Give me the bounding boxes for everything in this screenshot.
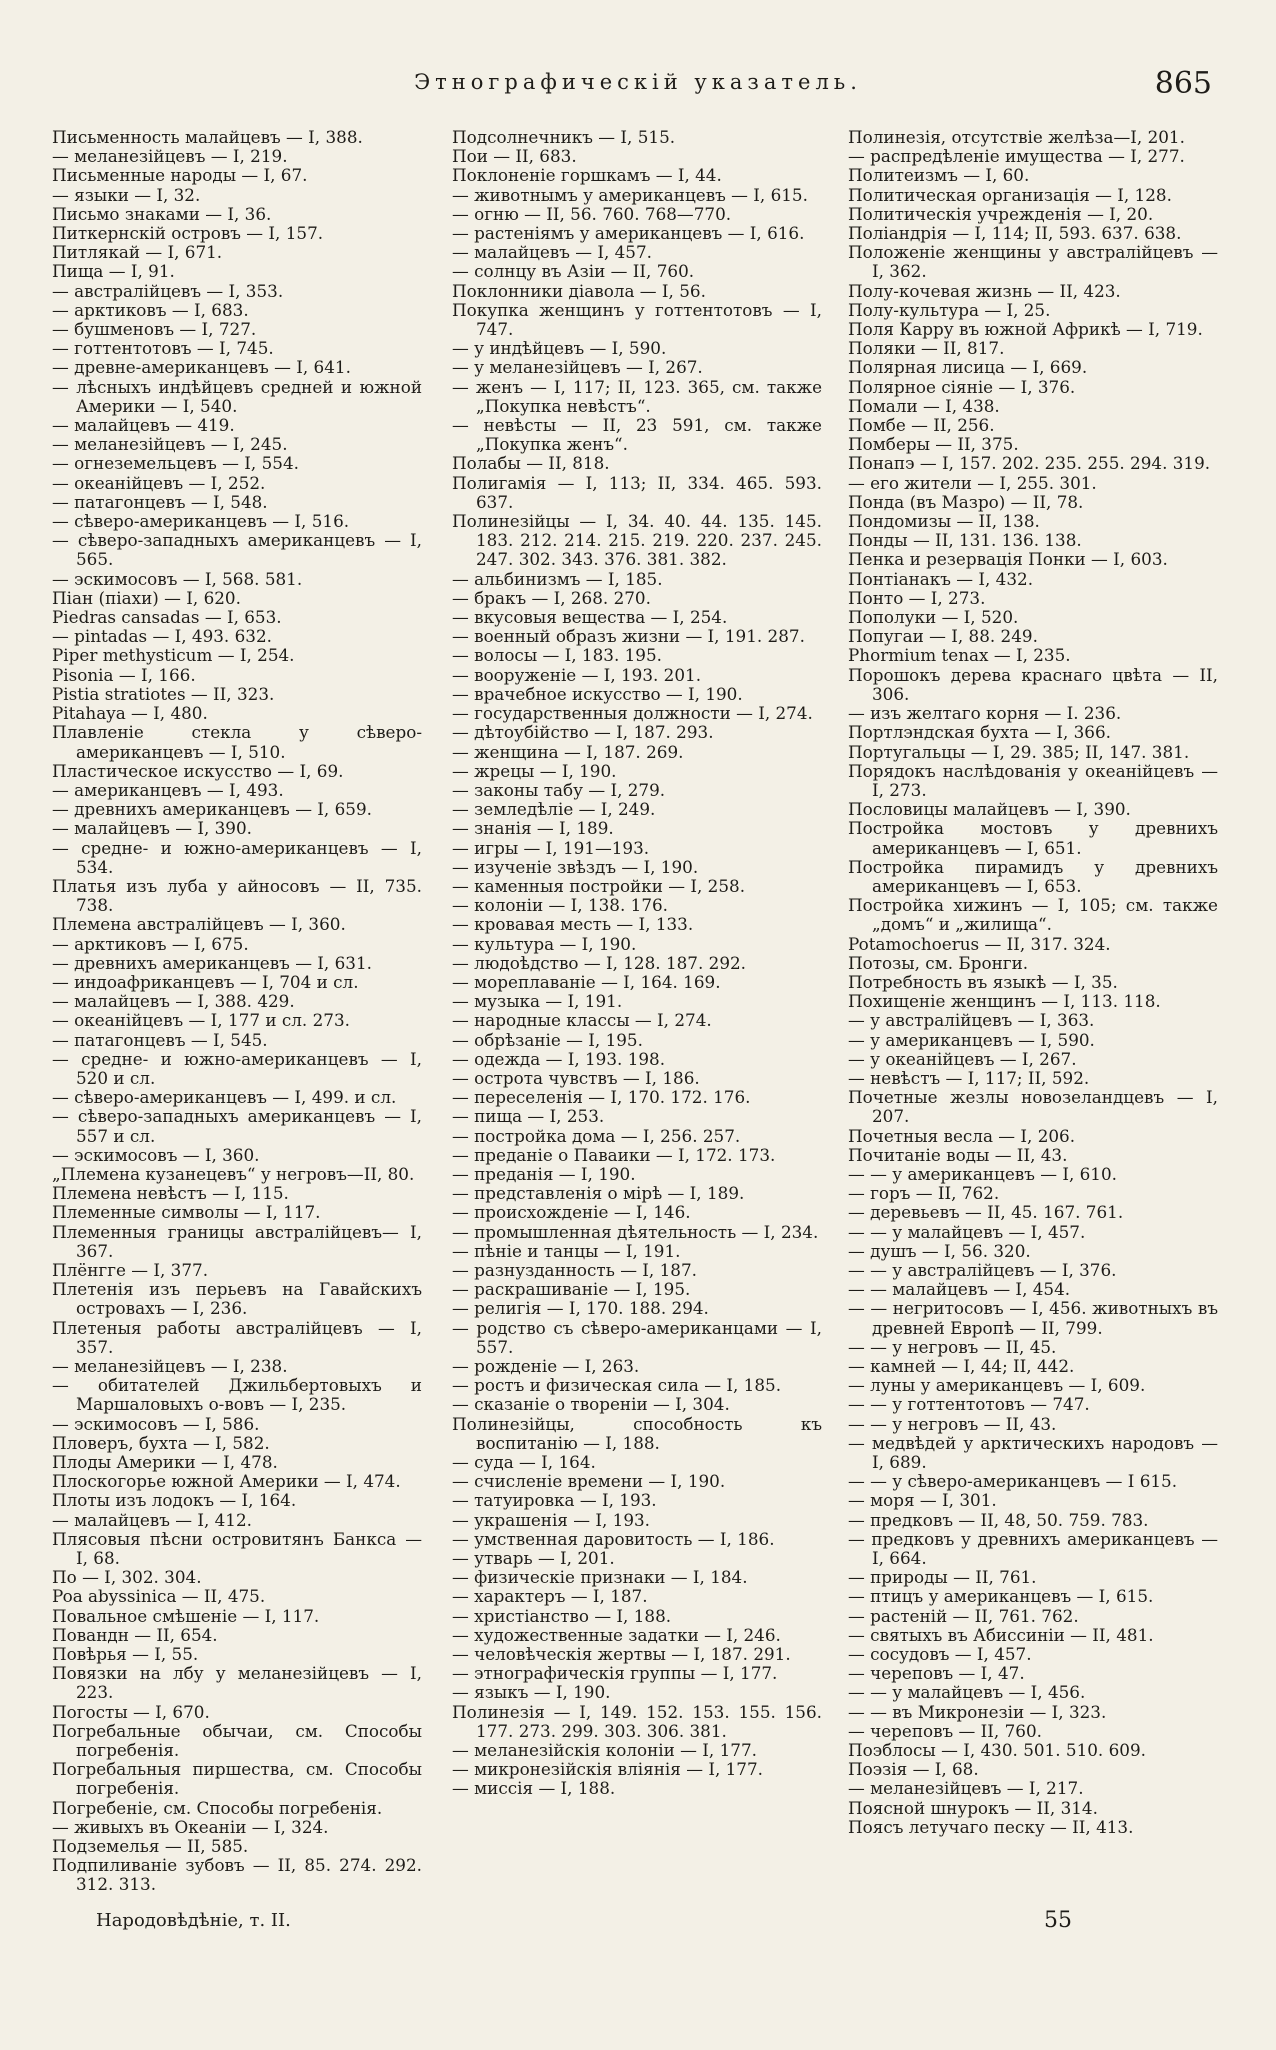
index-entry: — деревьевъ — II, 45. 167. 761. — [848, 1202, 1124, 1223]
index-entry: Пондомизы — II, 138. — [848, 511, 1040, 532]
index-entry: Пластическое искусство — I, 69. — [52, 760, 344, 781]
index-entry: — переселенія — I, 170. 172. 176. — [452, 1087, 751, 1108]
index-entry: Pitahaya — I, 480. — [52, 703, 208, 724]
index-entry: — меланезійцевъ — I, 219. — [52, 146, 288, 167]
index-entry: Плавленіе стекла у сѣверо-американцевъ — I, 510. — [52, 722, 422, 762]
index-entry: Подземелья — II, 585. — [52, 1836, 249, 1857]
index-entry: Покупка женщинъ у готтентотовъ — I, 747. — [452, 299, 822, 340]
index-entry: Португальцы — I, 29. 385; II, 147. 381. — [848, 741, 1190, 762]
index-entry: — солнцу въ Азіи — II, 760. — [452, 261, 695, 282]
index-entry: — человѣческія жертвы — I, 187. 291. — [452, 1644, 791, 1665]
index-entry: Піан (піахи) — I, 620. — [52, 587, 241, 608]
index-entry: Потозы, см. Бронги. — [848, 952, 1029, 973]
index-entry: — индоафриканцевъ — I, 704 и сл. — [52, 971, 359, 992]
index-entry: — — негритосовъ — I, 456. животныхъ въ древней Европѣ — II, 799. — [848, 1298, 1218, 1338]
index-entry: Подпиливаніе зубовъ — II, 85. 274. 292. 312. 313. — [52, 1855, 422, 1895]
index-entry: Плоты изъ лодокъ — I, 164. — [52, 1490, 297, 1511]
index-entry: — музыка — I, 191. — [452, 991, 623, 1012]
index-entry: Phormium tenax — I, 235. — [848, 645, 1071, 666]
index-entry: — растеніямъ у американцевъ — I, 616. — [452, 223, 805, 244]
index-entry: Постройка хижинъ — I, 105; см. также „домъ“ и „жилища“. — [848, 895, 1218, 935]
index-entry: Pisonia — I, 166. — [52, 664, 196, 685]
index-entry: Повязки на лбу у меланезійцевъ — I, 223. — [52, 1663, 422, 1703]
index-entry: — лѣсныхъ индѣйцевъ средней и южной Америки — I, 540. — [52, 376, 422, 416]
index-entry: Повѣрья — I, 55. — [52, 1644, 199, 1665]
index-entry: — эскимосовъ — I, 568. 581. — [52, 568, 303, 589]
index-entry: — законы табу — I, 279. — [452, 779, 666, 800]
index-entry: — у американцевъ — I, 590. — [848, 1029, 1095, 1050]
index-entry: Полигамія — I, 113; II, 334. 465. 593. 637. — [452, 472, 822, 512]
index-entry: — у австралійцевъ — I, 363. — [848, 1010, 1095, 1031]
index-entry: — представленія о мірѣ — I, 189. — [452, 1183, 745, 1204]
index-entry: Плетеныя работы австралійцевъ — I, 357. — [52, 1317, 422, 1357]
index-entry: — дѣтоубійство — I, 187. 293. — [452, 722, 714, 743]
index-entry: — моря — I, 301. — [848, 1490, 997, 1511]
index-entry: Понто — I, 273. — [848, 587, 986, 608]
index-entry: — умственная даровитость — I, 186. — [452, 1528, 775, 1549]
index-entry: — народные классы — I, 274. — [452, 1010, 712, 1031]
index-entry: Племена австралійцевъ — I, 360. — [52, 914, 346, 935]
index-entry: Полярная лисица — I, 669. — [848, 357, 1088, 378]
index-entry: — — малайцевъ — I, 454. — [848, 1279, 1071, 1300]
index-entry: Пловеръ, бухта — I, 582. — [52, 1432, 270, 1453]
index-entry: — — у малайцевъ — I, 456. — [848, 1682, 1086, 1703]
index-entry: Погребеніе, см. Способы погребенія. — [52, 1797, 383, 1818]
index-entry: — череповъ — I, 47. — [848, 1663, 1025, 1684]
index-entry: — его жители — I, 255. 301. — [848, 472, 1097, 493]
index-entry: Поклонники діавола — I, 56. — [452, 280, 706, 301]
index-entry: — средне- и южно-американцевъ — I, 520 и сл. — [52, 1048, 422, 1088]
index-entry: — распредѣленіе имущества — I, 277. — [848, 146, 1185, 167]
index-entry: Почетные жезлы новозеландцевъ — I, 207. — [848, 1087, 1218, 1127]
index-entry: Пища — I, 91. — [52, 261, 175, 282]
index-entry: — патагонцевъ — I, 545. — [52, 1029, 268, 1050]
index-entry: Портлэндская бухта — I, 366. — [848, 722, 1111, 743]
index-entry: Племена невѣстъ — I, 115. — [52, 1183, 289, 1204]
index-entry: Плясовыя пѣсни островитянъ Банкса — I, 68. — [52, 1528, 422, 1569]
index-entry: — миссія — I, 188. — [452, 1778, 616, 1799]
index-entry: Piper methysticum — I, 254. — [52, 645, 295, 666]
index-entry: Полинезійцы, способность къ воспитанію — I, 188. — [452, 1413, 822, 1453]
running-head — [0, 66, 1276, 106]
index-entry: — патагонцевъ — I, 548. — [52, 491, 268, 512]
index-entry: — океанійцевъ — I, 177 и сл. 273. — [52, 1010, 350, 1031]
index-entry: Помбе — II, 256. — [848, 415, 995, 436]
index-entry: — готтентотовъ — I, 745. — [52, 338, 274, 359]
index-entry: Piedras cansadas — I, 653. — [52, 607, 282, 628]
index-entry: Погребальные обычаи, см. Способы погребенія. — [52, 1720, 422, 1761]
index-entry: Письмо знаками — I, 36. — [52, 203, 272, 224]
index-entry: Плетенія изъ перьевъ на Гавайскихъ островахъ — I, 236. — [52, 1279, 422, 1319]
index-entry: Полинезійцы — I, 34. 40. 44. 135. 145. 183. 212. 214. 215. 219. 220. 237. 245. 247. 302. 343. 376. 381. 382. — [452, 511, 822, 570]
index-entry: Поясъ летучаго песку — II, 413. — [848, 1816, 1134, 1837]
index-entry: — языки — I, 32. — [52, 184, 201, 205]
index-entry: — женъ — I, 117; II, 123. 365, см. также „Покупка невѣстъ“. — [452, 376, 822, 416]
index-entry: — культура — I, 190. — [452, 933, 637, 954]
index-entry: — арктиковъ — I, 675. — [52, 933, 249, 954]
index-entry: Понтіанакъ — I, 432. — [848, 568, 1034, 589]
index-entry: — у меланезійцевъ — I, 267. — [452, 357, 703, 378]
index-entry: — сѣверо-западныхъ американцевъ — I, 565. — [52, 530, 422, 570]
index-entry: — сказаніе о твореніи — I, 304. — [452, 1394, 730, 1415]
index-entry: — разнузданность — I, 187. — [452, 1259, 697, 1280]
index-entry: Poa abyssinica — II, 475. — [52, 1586, 266, 1607]
index-entry: — христіанство — I, 188. — [452, 1605, 672, 1626]
index-entry: Полинезія, отсутствіе желѣза—I, 201. — [848, 127, 1185, 147]
index-entry: Плоды Америки — I, 478. — [52, 1452, 278, 1473]
index-entry: — бракъ — I, 268. 270. — [452, 587, 651, 608]
index-entry: Постройка мостовъ у древнихъ американцевъ — I, 651. — [848, 818, 1218, 858]
index-entry: Политическія учрежденія — I, 20. — [848, 203, 1154, 224]
index-entry: Попугаи — I, 88. 249. — [848, 626, 1038, 647]
index-entry: Понды — II, 131. 136. 138. — [848, 530, 1082, 551]
index-entry: — рожденіе — I, 263. — [452, 1356, 640, 1376]
index-entry: Почетныя весла — I, 206. — [848, 1125, 1076, 1146]
index-entry: — предковъ у древнихъ американцевъ — I, 664. — [848, 1528, 1218, 1569]
index-entry: Полу-культура — I, 25. — [848, 299, 1051, 320]
index-entry: Пополуки — I, 520. — [848, 607, 1019, 628]
index-entry: — невѣстъ — I, 117; II, 592. — [848, 1067, 1090, 1088]
index-entry: — — у малайцевъ — I, 457. — [848, 1221, 1086, 1242]
index-entry: Подсолнечникъ — I, 515. — [452, 127, 676, 147]
index-entry: Политическая организація — I, 128. — [848, 184, 1172, 205]
index-entry: — природы — II, 761. — [848, 1567, 1037, 1588]
index-entry: „Племена кузанецевъ“ у негровъ—II, 80. — [52, 1163, 415, 1184]
index-entry: Понапэ — I, 157. 202. 235. 255. 294. 319. — [848, 453, 1211, 474]
index-entry: — этнографическія группы — I, 177. — [452, 1663, 778, 1684]
index-entry: Потребность въ языкѣ — I, 35. — [848, 971, 1118, 992]
index-entry: — характеръ — I, 187. — [452, 1586, 648, 1607]
index-entry: Погребальныя пиршества, см. Способы погребенія. — [52, 1759, 422, 1799]
index-entry: — религія — I, 170. 188. 294. — [452, 1298, 709, 1319]
index-entry: — мореплаваніе — I, 164. 169. — [452, 971, 721, 992]
index-entry: Платья изъ луба у айносовъ — II, 735. 738. — [52, 875, 422, 916]
index-entry: — невѣсты — II, 23 591, см. также „Покупка женъ“. — [452, 415, 822, 455]
index-entry: Повандн — II, 654. — [52, 1624, 218, 1645]
index-entry: Политеизмъ — I, 60. — [848, 165, 1030, 186]
index-entry: — жрецы — I, 190. — [452, 760, 617, 781]
index-entry: — военный образъ жизни — I, 191. 287. — [452, 626, 805, 647]
index-entry: — животнымъ у американцевъ — I, 615. — [452, 184, 808, 205]
index-entry: — эскимосовъ — I, 586. — [52, 1413, 260, 1434]
index-entry: — изъ желтаго корня — I. 236. — [848, 703, 1122, 724]
index-entry: — океанійцевъ — I, 252. — [52, 472, 266, 493]
index-entry: Почитаніе воды — II, 43. — [848, 1144, 1068, 1165]
index-entry: — медвѣдей у арктическихъ народовъ — I, 689. — [848, 1432, 1218, 1473]
index-entry: — малайцевъ — I, 412. — [52, 1509, 252, 1530]
index-entry: Погосты — I, 670. — [52, 1701, 210, 1722]
index-entry: — физическіе признаки — I, 184. — [452, 1567, 748, 1588]
index-entry: Порошокъ дерева краснаго цвѣта — II, 306. — [848, 664, 1218, 704]
index-entry: Плоскогорье южной Америки — I, 474. — [52, 1471, 401, 1492]
index-entry: Положеніе женщины у австралійцевъ — I, 362. — [848, 242, 1218, 282]
index-entry: Полу-кочевая жизнь — II, 423. — [848, 280, 1121, 301]
index-entry: — художественные задатки — I, 246. — [452, 1624, 781, 1645]
index-entry: Племенныя границы австралійцевъ— I, 367. — [52, 1221, 422, 1261]
index-entry: Поліандрія — I, 114; II, 593. 637. 638. — [848, 223, 1182, 244]
index-entry: — меланезійцевъ — I, 245. — [52, 434, 288, 455]
index-entry: Potamochoerus — II, 317. 324. — [848, 933, 1111, 954]
index-entry: Понда (въ Мазро) — II, 78. — [848, 491, 1084, 512]
index-entry: Плёнгге — I, 377. — [52, 1259, 209, 1280]
index-entry: — череповъ — II, 760. — [848, 1720, 1042, 1741]
index-entry: — меланезійскія колоніи — I, 177. — [452, 1740, 757, 1761]
index-entry: — огню — II, 56. 760. 768—770. — [452, 203, 732, 224]
index-entry: — изученіе звѣздъ — I, 190. — [452, 856, 699, 877]
index-entry: — — у сѣверо-американцевъ — I 615. — [848, 1471, 1178, 1492]
index-entry: — растеній — II, 761. 762. — [848, 1605, 1079, 1626]
index-entry: — малайцевъ — I, 388. 429. — [52, 991, 295, 1012]
index-entry: — американцевъ — I, 493. — [52, 779, 284, 800]
index-entry: — средне- и южно-американцевъ — I, 534. — [52, 837, 422, 877]
index-entry: — древне-американцевъ — I, 641. — [52, 357, 351, 378]
index-entry: — — въ Микронезіи — I, 323. — [848, 1701, 1107, 1722]
index-entry: Полярное сіяніе — I, 376. — [848, 376, 1076, 397]
signature-mark: 55 — [1044, 1908, 1072, 1933]
index-entry: — pintadas — I, 493. 632. — [52, 626, 272, 647]
index-entry: Письменность малайцевъ — I, 388. — [52, 127, 363, 147]
index-entry: — малайцевъ — 419. — [52, 415, 235, 436]
index-entry: — родство съ сѣверо-американцами — I, 557. — [452, 1317, 822, 1357]
index-entry: Полабы — II, 818. — [452, 453, 610, 474]
index-entry: — каменныя постройки — I, 258. — [452, 875, 746, 896]
index-entry: — арктиковъ — I, 683. — [52, 299, 249, 320]
index-entry: — острота чувствъ — I, 186. — [452, 1067, 700, 1088]
index-entry: — птицъ у американцевъ — I, 615. — [848, 1586, 1154, 1607]
index-entry: — душъ — I, 56. 320. — [848, 1240, 1031, 1261]
index-entry: Порядокъ наслѣдованія у океанійцевъ — I, 273. — [848, 760, 1218, 800]
index-entry: — постройка дома — I, 256. 257. — [452, 1125, 741, 1146]
index-entry: Помали — I, 438. — [848, 395, 1000, 416]
index-entry: По — I, 302. 304. — [52, 1567, 202, 1588]
index-entry: — утварь — I, 201. — [452, 1548, 615, 1569]
index-entry: — игры — I, 191—193. — [452, 837, 650, 858]
index-entry: — — у американцевъ — I, 610. — [848, 1163, 1117, 1184]
index-entry: — меланезійцевъ — I, 238. — [52, 1356, 288, 1376]
index-entry: — сѣверо-американцевъ — I, 516. — [52, 511, 350, 532]
index-entry: Племенные символы — I, 117. — [52, 1202, 321, 1223]
index-entry: — происхожденіе — I, 146. — [452, 1202, 691, 1223]
index-entry: Питкернскій островъ — I, 157. — [52, 223, 324, 244]
index-entry: — огнеземельцевъ — I, 554. — [52, 453, 299, 474]
index-entry: — малайцевъ — I, 390. — [52, 818, 252, 839]
index-entry: — суда — I, 164. — [452, 1452, 596, 1473]
index-column-3 — [848, 128, 1218, 1837]
index-entry: — святыхъ въ Абиссиніи — II, 481. — [848, 1624, 1154, 1645]
index-entry: — государственныя должности — I, 274. — [452, 703, 813, 724]
index-entry: — австралійцевъ — I, 353. — [52, 280, 284, 301]
index-entry: Пословицы малайцевъ — I, 390. — [848, 799, 1131, 820]
index-entry: — малайцевъ — I, 457. — [452, 242, 652, 263]
index-entry: — обитателей Джильбертовыхъ и Маршаловыхъ о-вовъ — I, 235. — [52, 1375, 422, 1415]
index-entry: — женщина — I, 187. 269. — [452, 741, 684, 762]
index-entry: — бушменовъ — I, 727. — [52, 319, 257, 340]
index-entry: — знанія — I, 189. — [452, 818, 614, 839]
index-entry: — эскимосовъ — I, 360. — [52, 1144, 260, 1165]
index-entry: — кровавая месть — I, 133. — [452, 914, 694, 935]
index-entry: Поля Карру въ южной Африкѣ — I, 719. — [848, 319, 1203, 340]
index-entry: — сосудовъ — I, 457. — [848, 1644, 1032, 1665]
index-entry: Поляки — II, 817. — [848, 338, 1005, 359]
index-entry: — альбинизмъ — I, 185. — [452, 568, 663, 589]
index-entry: — счисленіе времени — I, 190. — [452, 1471, 726, 1492]
index-entry: — луны у американцевъ — I, 609. — [848, 1375, 1146, 1396]
index-entry: — камней — I, 44; II, 442. — [848, 1356, 1075, 1376]
index-entry: — — у негровъ — II, 43. — [848, 1413, 1057, 1434]
index-entry: Полинезія — I, 149. 152. 153. 155. 156. 177. 273. 299. 303. 306. 381. — [452, 1701, 822, 1741]
index-entry: — татуировка — I, 193. — [452, 1490, 657, 1511]
footer-note: Народовѣдѣніе, т. II. — [96, 1910, 291, 1931]
index-entry: — промышленная дѣятельность — I, 234. — [452, 1221, 819, 1242]
index-entry: — волосы — I, 183. 195. — [452, 645, 662, 666]
page-number: 865 — [1154, 66, 1212, 101]
index-column-2 — [452, 128, 822, 1799]
index-entry: — вооруженіе — I, 193. 201. — [452, 664, 702, 685]
index-entry: — пѣніе и танцы — I, 191. — [452, 1240, 681, 1261]
index-column-1 — [52, 128, 422, 1895]
index-entry: — живыхъ въ Океаніи — I, 324. — [52, 1816, 329, 1837]
index-entry: — языкъ — I, 190. — [452, 1682, 611, 1703]
index-entry: — пища — I, 253. — [452, 1106, 605, 1127]
index-entry: Похищеніе женщинъ — I, 113. 118. — [848, 991, 1161, 1012]
index-entry: — древнихъ американцевъ — I, 659. — [52, 799, 372, 820]
index-entry: — раскрашиваніе — I, 195. — [452, 1279, 691, 1300]
index-entry: Помберы — II, 375. — [848, 434, 1019, 455]
index-entry: Поэзія — I, 68. — [848, 1759, 979, 1780]
index-entry: — — у негровъ — II, 45. — [848, 1336, 1057, 1357]
index-entry: Питлякай — I, 671. — [52, 242, 223, 263]
index-entry: — меланезійцевъ — I, 217. — [848, 1778, 1084, 1799]
index-entry: Pistia stratiotes — II, 323. — [52, 683, 275, 704]
index-entry: — предковъ — II, 48, 50. 759. 783. — [848, 1509, 1149, 1530]
index-entry: — у океанійцевъ — I, 267. — [848, 1048, 1077, 1069]
index-entry: Повальное смѣшеніе — I, 117. — [52, 1605, 320, 1626]
index-entry: — вкусовыя вещества — I, 254. — [452, 607, 728, 628]
index-entry: Поэблосы — I, 430. 501. 510. 609. — [848, 1740, 1146, 1761]
index-entry: Поясной шнурокъ — II, 314. — [848, 1797, 1098, 1818]
index-entry: — людоѣдство — I, 128. 187. 292. — [452, 952, 747, 973]
index-entry: — обрѣзаніе — I, 195. — [452, 1029, 643, 1050]
index-entry: Поклоненіе горшкамъ — I, 44. — [452, 165, 722, 186]
index-entry: — сѣверо-американцевъ — I, 499. и сл. — [52, 1087, 397, 1108]
index-entry: — у индѣйцевъ — I, 590. — [452, 338, 667, 359]
index-entry: Письменные народы — I, 67. — [52, 165, 308, 186]
index-entry: — украшенія — I, 193. — [452, 1509, 651, 1530]
index-entry: — — у австралійцевъ — I, 376. — [848, 1259, 1117, 1280]
index-entry: — горъ — II, 762. — [848, 1183, 1000, 1204]
index-entry: — колоніи — I, 138. 176. — [452, 895, 669, 916]
index-entry: — ростъ и физическая сила — I, 185. — [452, 1375, 782, 1396]
index-entry: — преданіе о Паваики — I, 172. 173. — [452, 1144, 776, 1165]
index-entry: — преданія — I, 190. — [452, 1163, 636, 1184]
index-entry: — микронезійскія вліянія — I, 177. — [452, 1759, 763, 1780]
index-entry: — одежда — I, 193. 198. — [452, 1048, 666, 1069]
index-entry: Постройка пирамидъ у древнихъ американцевъ — I, 653. — [848, 856, 1218, 896]
index-entry: Пенка и резервація Понки — I, 603. — [848, 549, 1168, 570]
index-entry: — — у готтентотовъ — 747. — [848, 1394, 1090, 1415]
index-entry: Пои — II, 683. — [452, 146, 577, 167]
page-title: Этнографическій указатель. — [414, 70, 862, 94]
index-entry: — земледѣліе — I, 249. — [452, 799, 656, 820]
index-entry: — врачебное искусство — I, 190. — [452, 683, 743, 704]
index-entry: — древнихъ американцевъ — I, 631. — [52, 952, 372, 973]
index-entry: — сѣверо-западныхъ американцевъ — I, 557 и сл. — [52, 1106, 422, 1146]
